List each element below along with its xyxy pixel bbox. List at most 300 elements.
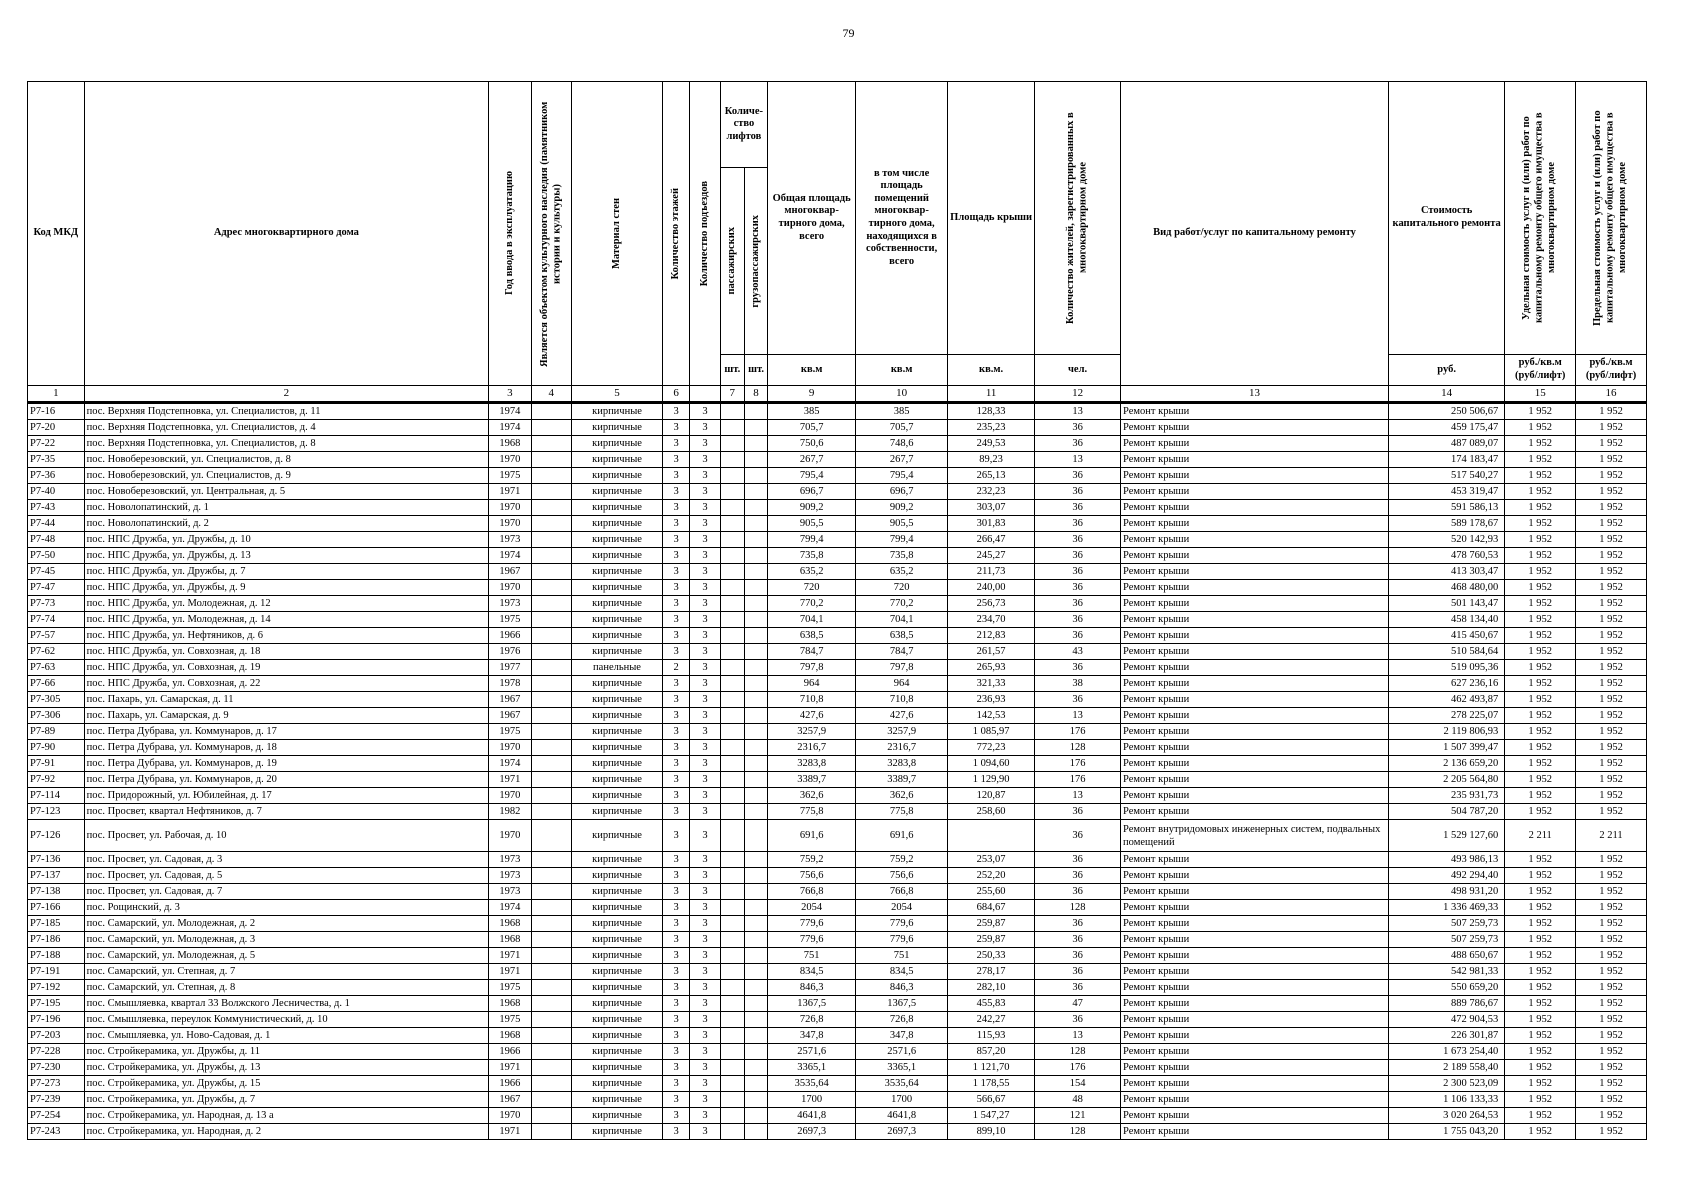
header-max-cost-text: Предельная стоимость услуг и (или) работ по капитальному ремонту общего имущества в многоквартирном доме [1592, 110, 1629, 326]
cell-work-type: Ремонт крыши [1121, 884, 1389, 900]
cell-wall-material: кирпичные [572, 692, 663, 708]
cell-area-owned: 710,8 [856, 692, 948, 708]
table-row [28, 580, 1647, 596]
cell-lifts-passenger [720, 548, 744, 564]
cell-lifts-cargo [744, 820, 767, 852]
cell-work-type: Ремонт крыши [1121, 804, 1389, 820]
cell-lifts-passenger [720, 852, 744, 868]
table-row [28, 548, 1647, 564]
cell-residents: 128 [1035, 1044, 1121, 1060]
cell-year: 1978 [489, 676, 531, 692]
cell-code: Р7-136 [28, 852, 85, 868]
cell-max-cost: 1 952 [1576, 596, 1647, 612]
cell-heritage [531, 948, 571, 964]
table-row [28, 900, 1647, 916]
cell-lifts-passenger [720, 420, 744, 436]
table-row [28, 1092, 1647, 1108]
cell-work-type: Ремонт крыши [1121, 788, 1389, 804]
cell-max-cost: 1 952 [1576, 1076, 1647, 1092]
cell-residents: 36 [1035, 660, 1121, 676]
cell-max-cost: 1 952 [1576, 484, 1647, 500]
cell-code: Р7-40 [28, 484, 85, 500]
cell-cost: 1 507 399,47 [1389, 740, 1505, 756]
cell-cost: 507 259,73 [1389, 932, 1505, 948]
cell-floors: 3 [663, 1060, 690, 1076]
cell-work-type: Ремонт крыши [1121, 676, 1389, 692]
cell-floors: 3 [663, 500, 690, 516]
cell-lifts-passenger [720, 932, 744, 948]
cell-lifts-cargo [744, 772, 767, 788]
cell-floors: 3 [663, 644, 690, 660]
cell-unit-cost: 1 952 [1505, 804, 1576, 820]
cell-heritage [531, 420, 571, 436]
cell-year: 1967 [489, 1092, 531, 1108]
cell-wall-material: кирпичные [572, 1060, 663, 1076]
cell-year: 1966 [489, 1076, 531, 1092]
cell-work-type: Ремонт крыши [1121, 1076, 1389, 1092]
cell-work-type: Ремонт крыши [1121, 596, 1389, 612]
cell-heritage [531, 1092, 571, 1108]
cell-area-total: 750,6 [768, 436, 856, 452]
cell-area-owned: 3389,7 [856, 772, 948, 788]
cell-area-owned: 347,8 [856, 1028, 948, 1044]
cell-lifts-cargo [744, 1108, 767, 1124]
cell-roof-area: 1 547,27 [948, 1108, 1035, 1124]
table-row [28, 1076, 1647, 1092]
cell-address: пос. Новолопатинский, д. 2 [84, 516, 488, 532]
cell-cost: 487 089,07 [1389, 436, 1505, 452]
cell-address: пос. НПС Дружба, ул. Дружбы, д. 13 [84, 548, 488, 564]
cell-floors: 3 [663, 820, 690, 852]
cell-wall-material: кирпичные [572, 772, 663, 788]
cell-area-total: 710,8 [768, 692, 856, 708]
column-number: 5 [572, 386, 663, 403]
cell-lifts-cargo [744, 676, 767, 692]
capital-repair-table [27, 81, 1647, 1140]
cell-unit-cost: 1 952 [1505, 756, 1576, 772]
column-number [690, 386, 720, 403]
cell-residents: 36 [1035, 884, 1121, 900]
cell-heritage [531, 996, 571, 1012]
cell-heritage [531, 580, 571, 596]
cell-cost: 493 986,13 [1389, 852, 1505, 868]
cell-lifts-passenger [720, 1076, 744, 1092]
cell-unit-cost: 1 952 [1505, 1124, 1576, 1140]
cell-work-type: Ремонт крыши [1121, 1044, 1389, 1060]
table-row [28, 708, 1647, 724]
cell-max-cost: 1 952 [1576, 852, 1647, 868]
cell-year: 1973 [489, 596, 531, 612]
cell-lifts-passenger [720, 964, 744, 980]
cell-floors: 3 [663, 980, 690, 996]
cell-wall-material: кирпичные [572, 900, 663, 916]
cell-area-total: 267,7 [768, 452, 856, 468]
cell-roof-area: 142,53 [948, 708, 1035, 724]
cell-roof-area: 301,83 [948, 516, 1035, 532]
cell-address: пос. Самарский, ул. Молодежная, д. 5 [84, 948, 488, 964]
cell-work-type: Ремонт крыши [1121, 1012, 1389, 1028]
cell-area-owned: 909,2 [856, 500, 948, 516]
cell-address: пос. Просвет, ул. Рабочая, д. 10 [84, 820, 488, 852]
table-row [28, 403, 1647, 420]
cell-residents: 36 [1035, 868, 1121, 884]
cell-roof-area: 245,27 [948, 548, 1035, 564]
table-row [28, 740, 1647, 756]
cell-wall-material: кирпичные [572, 628, 663, 644]
column-number: 13 [1121, 386, 1389, 403]
cell-max-cost: 1 952 [1576, 708, 1647, 724]
cell-floors: 3 [663, 1028, 690, 1044]
table-row [28, 644, 1647, 660]
cell-max-cost: 1 952 [1576, 1028, 1647, 1044]
cell-lifts-passenger [720, 403, 744, 420]
cell-heritage [531, 852, 571, 868]
cell-lifts-cargo [744, 484, 767, 500]
unit-roof-area: кв.м. [948, 355, 1035, 386]
cell-wall-material: кирпичные [572, 804, 663, 820]
cell-max-cost: 1 952 [1576, 788, 1647, 804]
cell-residents: 36 [1035, 612, 1121, 628]
cell-code: Р7-239 [28, 1092, 85, 1108]
cell-work-type: Ремонт крыши [1121, 660, 1389, 676]
cell-unit-cost: 1 952 [1505, 724, 1576, 740]
cell-residents: 36 [1035, 436, 1121, 452]
cell-year: 1971 [489, 964, 531, 980]
cell-entrances: 3 [690, 403, 720, 420]
cell-lifts-passenger [720, 996, 744, 1012]
cell-roof-area: 282,10 [948, 980, 1035, 996]
cell-entrances: 3 [690, 644, 720, 660]
cell-lifts-cargo [744, 740, 767, 756]
table-row [28, 676, 1647, 692]
cell-address: пос. Стройкерамика, ул. Дружбы, д. 13 [84, 1060, 488, 1076]
cell-address: пос. Новоберезовский, ул. Центральная, д. 5 [84, 484, 488, 500]
cell-area-total: 4641,8 [768, 1108, 856, 1124]
cell-cost: 520 142,93 [1389, 532, 1505, 548]
cell-residents: 176 [1035, 1060, 1121, 1076]
cell-year: 1974 [489, 900, 531, 916]
cell-area-owned: 267,7 [856, 452, 948, 468]
cell-area-owned: 775,8 [856, 804, 948, 820]
cell-max-cost: 1 952 [1576, 564, 1647, 580]
cell-wall-material: кирпичные [572, 403, 663, 420]
cell-floors: 3 [663, 436, 690, 452]
cell-heritage [531, 644, 571, 660]
cell-address: пос. Петра Дубрава, ул. Коммунаров, д. 17 [84, 724, 488, 740]
cell-address: пос. НПС Дружба, ул. Молодежная, д. 12 [84, 596, 488, 612]
cell-area-owned: 1367,5 [856, 996, 948, 1012]
table-row [28, 484, 1647, 500]
cell-code: Р7-126 [28, 820, 85, 852]
cell-code: Р7-166 [28, 900, 85, 916]
cell-max-cost: 1 952 [1576, 980, 1647, 996]
cell-entrances: 3 [690, 708, 720, 724]
cell-address: пос. НПС Дружба, ул. Совхозная, д. 22 [84, 676, 488, 692]
cell-roof-area: 899,10 [948, 1124, 1035, 1140]
cell-wall-material: кирпичные [572, 484, 663, 500]
cell-heritage [531, 596, 571, 612]
header-roof-area: Площадь крыши [948, 82, 1035, 355]
cell-work-type: Ремонт крыши [1121, 644, 1389, 660]
cell-unit-cost: 1 952 [1505, 516, 1576, 532]
cell-work-type: Ремонт крыши [1121, 580, 1389, 596]
cell-area-owned: 905,5 [856, 516, 948, 532]
cell-wall-material: кирпичные [572, 452, 663, 468]
cell-cost: 501 143,47 [1389, 596, 1505, 612]
cell-residents: 48 [1035, 1092, 1121, 1108]
cell-roof-area: 321,33 [948, 676, 1035, 692]
column-number: 14 [1389, 386, 1505, 403]
cell-code: Р7-185 [28, 916, 85, 932]
cell-residents: 36 [1035, 468, 1121, 484]
cell-entrances: 3 [690, 868, 720, 884]
table-body [28, 403, 1647, 1140]
cell-wall-material: кирпичные [572, 548, 663, 564]
cell-entrances: 3 [690, 804, 720, 820]
cell-area-owned: 704,1 [856, 612, 948, 628]
cell-cost: 2 136 659,20 [1389, 756, 1505, 772]
cell-max-cost: 1 952 [1576, 403, 1647, 420]
cell-lifts-passenger [720, 948, 744, 964]
cell-unit-cost: 2 211 [1505, 820, 1576, 852]
cell-area-total: 3389,7 [768, 772, 856, 788]
cell-lifts-passenger [720, 1108, 744, 1124]
cell-residents: 36 [1035, 980, 1121, 996]
cell-entrances: 3 [690, 676, 720, 692]
cell-floors: 3 [663, 804, 690, 820]
cell-heritage [531, 1076, 571, 1092]
cell-roof-area: 234,70 [948, 612, 1035, 628]
cell-residents: 13 [1035, 708, 1121, 724]
cell-lifts-cargo [744, 1012, 767, 1028]
cell-unit-cost: 1 952 [1505, 916, 1576, 932]
cell-area-total: 759,2 [768, 852, 856, 868]
cell-unit-cost: 1 952 [1505, 1028, 1576, 1044]
cell-area-total: 2571,6 [768, 1044, 856, 1060]
cell-residents: 36 [1035, 1012, 1121, 1028]
cell-floors: 3 [663, 996, 690, 1012]
table-row [28, 420, 1647, 436]
cell-address: пос. Стройкерамика, ул. Дружбы, д. 15 [84, 1076, 488, 1092]
table-row [28, 532, 1647, 548]
cell-work-type: Ремонт крыши [1121, 852, 1389, 868]
cell-work-type: Ремонт крыши [1121, 756, 1389, 772]
cell-cost: 1 755 043,20 [1389, 1124, 1505, 1140]
table-row [28, 500, 1647, 516]
cell-cost: 517 540,27 [1389, 468, 1505, 484]
cell-cost: 462 493,87 [1389, 692, 1505, 708]
cell-cost: 174 183,47 [1389, 452, 1505, 468]
cell-floors: 3 [663, 948, 690, 964]
cell-code: Р7-89 [28, 724, 85, 740]
cell-unit-cost: 1 952 [1505, 564, 1576, 580]
cell-entrances: 3 [690, 900, 720, 916]
cell-roof-area: 259,87 [948, 932, 1035, 948]
cell-roof-area: 128,33 [948, 403, 1035, 420]
cell-work-type: Ремонт крыши [1121, 468, 1389, 484]
cell-floors: 3 [663, 628, 690, 644]
cell-residents: 128 [1035, 740, 1121, 756]
cell-lifts-cargo [744, 868, 767, 884]
cell-lifts-passenger [720, 1012, 744, 1028]
cell-cost: 472 904,53 [1389, 1012, 1505, 1028]
cell-code: Р7-44 [28, 516, 85, 532]
cell-code: Р7-20 [28, 420, 85, 436]
table-row [28, 1124, 1647, 1140]
cell-lifts-passenger [720, 772, 744, 788]
cell-address: пос. Самарский, ул. Степная, д. 8 [84, 980, 488, 996]
cell-roof-area: 1 085,97 [948, 724, 1035, 740]
cell-floors: 3 [663, 452, 690, 468]
cell-unit-cost: 1 952 [1505, 868, 1576, 884]
column-number: 3 [489, 386, 531, 403]
cell-address: пос. Смышляевка, квартал 33 Волжского Лесничества, д. 1 [84, 996, 488, 1012]
cell-roof-area: 252,20 [948, 868, 1035, 884]
cell-address: пос. Новоберезовский, ул. Специалистов, д. 8 [84, 452, 488, 468]
cell-lifts-passenger [720, 788, 744, 804]
cell-entrances: 3 [690, 564, 720, 580]
header-lifts-cargo [744, 168, 767, 355]
cell-area-owned: 795,4 [856, 468, 948, 484]
cell-floors: 3 [663, 900, 690, 916]
cell-floors: 3 [663, 420, 690, 436]
capital-repair-table-container [27, 81, 1647, 1140]
cell-unit-cost: 1 952 [1505, 436, 1576, 452]
cell-floors: 3 [663, 756, 690, 772]
cell-residents: 36 [1035, 964, 1121, 980]
cell-code: Р7-192 [28, 980, 85, 996]
cell-area-owned: 385 [856, 403, 948, 420]
table-row [28, 564, 1647, 580]
cell-year: 1973 [489, 852, 531, 868]
cell-wall-material: кирпичные [572, 932, 663, 948]
cell-code: Р7-91 [28, 756, 85, 772]
header-max-cost [1576, 82, 1647, 355]
cell-lifts-passenger [720, 1028, 744, 1044]
cell-max-cost: 1 952 [1576, 676, 1647, 692]
cell-entrances: 3 [690, 1092, 720, 1108]
cell-area-total: 770,2 [768, 596, 856, 612]
cell-wall-material: кирпичные [572, 532, 663, 548]
table-row [28, 628, 1647, 644]
cell-cost: 226 301,87 [1389, 1028, 1505, 1044]
cell-area-owned: 3365,1 [856, 1060, 948, 1076]
cell-residents: 38 [1035, 676, 1121, 692]
cell-work-type: Ремонт крыши [1121, 996, 1389, 1012]
cell-floors: 3 [663, 1092, 690, 1108]
cell-cost: 589 178,67 [1389, 516, 1505, 532]
cell-roof-area: 258,60 [948, 804, 1035, 820]
cell-unit-cost: 1 952 [1505, 468, 1576, 484]
column-number: 4 [531, 386, 571, 403]
cell-year: 1975 [489, 468, 531, 484]
cell-heritage [531, 484, 571, 500]
column-number: 8 [744, 386, 767, 403]
cell-code: Р7-73 [28, 596, 85, 612]
column-number: 12 [1035, 386, 1121, 403]
cell-unit-cost: 1 952 [1505, 676, 1576, 692]
cell-lifts-cargo [744, 420, 767, 436]
cell-floors: 3 [663, 1124, 690, 1140]
cell-lifts-passenger [720, 628, 744, 644]
cell-residents: 36 [1035, 532, 1121, 548]
column-number: 6 [663, 386, 690, 403]
cell-cost: 468 480,00 [1389, 580, 1505, 596]
cell-entrances: 3 [690, 932, 720, 948]
cell-address: пос. Стройкерамика, ул. Народная, д. 13 а [84, 1108, 488, 1124]
cell-lifts-passenger [720, 484, 744, 500]
cell-work-type: Ремонт крыши [1121, 740, 1389, 756]
cell-lifts-passenger [720, 756, 744, 772]
cell-work-type: Ремонт крыши [1121, 628, 1389, 644]
cell-residents: 47 [1035, 996, 1121, 1012]
cell-lifts-cargo [744, 916, 767, 932]
cell-residents: 36 [1035, 628, 1121, 644]
cell-lifts-passenger [720, 740, 744, 756]
cell-year: 1967 [489, 708, 531, 724]
cell-max-cost: 1 952 [1576, 964, 1647, 980]
cell-code: Р7-186 [28, 932, 85, 948]
cell-max-cost: 1 952 [1576, 868, 1647, 884]
table-row [28, 724, 1647, 740]
cell-cost: 415 450,67 [1389, 628, 1505, 644]
cell-lifts-cargo [744, 932, 767, 948]
table-row [28, 1108, 1647, 1124]
cell-floors: 3 [663, 852, 690, 868]
cell-wall-material: кирпичные [572, 612, 663, 628]
cell-wall-material: кирпичные [572, 1076, 663, 1092]
cell-unit-cost: 1 952 [1505, 420, 1576, 436]
cell-area-owned: 834,5 [856, 964, 948, 980]
header-address: Адрес многоквартирного дома [84, 82, 488, 386]
table-row [28, 468, 1647, 484]
cell-code: Р7-50 [28, 548, 85, 564]
cell-residents: 36 [1035, 932, 1121, 948]
cell-area-total: 385 [768, 403, 856, 420]
cell-lifts-cargo [744, 452, 767, 468]
cell-area-total: 751 [768, 948, 856, 964]
column-number: 10 [856, 386, 948, 403]
cell-area-owned: 2054 [856, 900, 948, 916]
cell-max-cost: 1 952 [1576, 756, 1647, 772]
cell-unit-cost: 1 952 [1505, 484, 1576, 500]
cell-entrances: 3 [690, 1028, 720, 1044]
cell-floors: 3 [663, 596, 690, 612]
cell-unit-cost: 1 952 [1505, 596, 1576, 612]
cell-heritage [531, 692, 571, 708]
cell-lifts-passenger [720, 1044, 744, 1060]
cell-unit-cost: 1 952 [1505, 612, 1576, 628]
table-row [28, 948, 1647, 964]
cell-year: 1973 [489, 884, 531, 900]
cell-heritage [531, 468, 571, 484]
cell-floors: 3 [663, 724, 690, 740]
cell-work-type: Ремонт крыши [1121, 564, 1389, 580]
cell-lifts-passenger [720, 692, 744, 708]
cell-wall-material: кирпичные [572, 420, 663, 436]
column-number: 2 [84, 386, 488, 403]
cell-entrances: 3 [690, 484, 720, 500]
cell-residents: 36 [1035, 692, 1121, 708]
table-row [28, 980, 1647, 996]
cell-area-total: 2316,7 [768, 740, 856, 756]
cell-max-cost: 1 952 [1576, 900, 1647, 916]
cell-unit-cost: 1 952 [1505, 1076, 1576, 1092]
cell-wall-material: кирпичные [572, 756, 663, 772]
cell-heritage [531, 788, 571, 804]
cell-work-type: Ремонт крыши [1121, 1028, 1389, 1044]
cell-roof-area: 242,27 [948, 1012, 1035, 1028]
